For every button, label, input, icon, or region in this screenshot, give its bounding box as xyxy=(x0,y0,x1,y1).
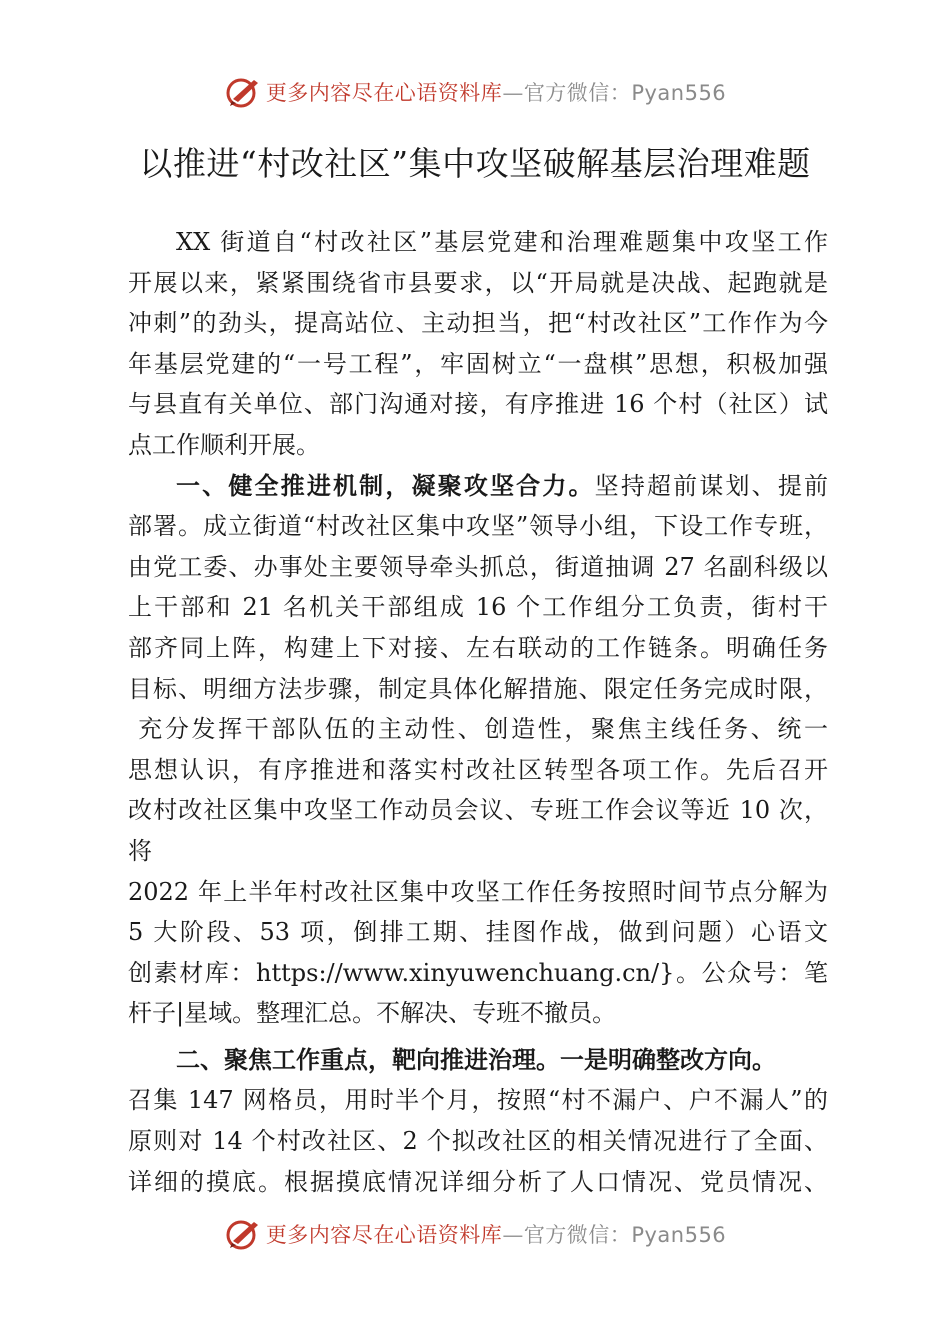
document-body xyxy=(128,222,828,1202)
text-line: 一、健全推进机制，凝聚攻坚合力。坚持超前谋划、提前 xyxy=(176,471,829,500)
text-line: 创素材库：https://www.xinyuwenchuang.cn/}。公众号：笔 xyxy=(128,958,828,987)
text-line: 原则对 14 个村改社区、2 个拟改社区的相关情况进行了全面、 xyxy=(128,1127,828,1156)
document-title: 以推进“村改社区”集中攻坚破解基层治理难题 xyxy=(139,144,811,183)
paragraph-intro xyxy=(128,222,828,466)
paragraph-section-one xyxy=(128,466,828,1034)
text-line: 开展以来，紧紧围绕省市县要求，以“开局就是决战、起跑就是 xyxy=(128,268,828,297)
text-line: 5 大阶段、53 项，倒排工期、挂图作战，做到问题）心语文 xyxy=(128,918,828,947)
pen-logo-icon xyxy=(224,1216,264,1252)
text-line: 思想认识，有序推进和落实村改社区转型各项工作。先后召开 xyxy=(128,755,828,784)
text-line: 年基层党建的“一号工程”，牢固树立“一盘棋”思想，积极加强 xyxy=(128,349,828,378)
text-line: 上干部和 21 名机关干部组成 16 个工作组分工负责，街村干 xyxy=(128,593,828,622)
section-heading: 一、健全推进机制，凝聚攻坚合力。 xyxy=(176,471,595,500)
banner-text: 更多内容尽在心语资料库—官方微信：Pyan556 xyxy=(265,1223,727,1247)
pen-logo-icon xyxy=(224,74,264,110)
text-line: 将 xyxy=(128,836,152,865)
header-banner xyxy=(0,72,950,112)
text-line: 杆子|星域。整理汇总。不解决、专班不撤员。 xyxy=(128,999,617,1028)
sub-heading: 一是明确整改方向。 xyxy=(560,1045,776,1074)
text-line: 点工作顺利开展。 xyxy=(128,430,320,459)
banner-text: 更多内容尽在心语资料库—官方微信：Pyan556 xyxy=(265,81,727,105)
text-line: 改村改社区集中攻坚工作动员会议、专班工作会议等近 10 次， xyxy=(128,796,828,825)
text-line: 部齐同上阵，构建上下对接、左右联动的工作链条。明确任务 xyxy=(128,633,828,662)
text-line: 部署。成立街道“村改社区集中攻坚”领导小组，下设工作专班， xyxy=(128,512,828,541)
text-line: 冲刺”的劲头，提高站位、主动担当，把“村改社区”工作作为今 xyxy=(128,309,828,338)
text-line: 目标、明细方法步骤，制定具体化解措施、限定任务完成时限， xyxy=(128,674,828,703)
section-heading: 二、聚焦工作重点，靶向推进治理。 xyxy=(176,1045,560,1074)
footer-banner xyxy=(0,1214,950,1254)
text-line: 召集 147 网格员，用时半个月，按照“村不漏户、户不漏人”的 xyxy=(128,1086,828,1115)
text-line: 详细的摸底。根据摸底情况详细分析了人口情况、党员情况、 xyxy=(128,1167,828,1196)
paragraph-section-two xyxy=(128,1040,828,1202)
text-line: 2022 年上半年村改社区集中攻坚工作任务按照时间节点分解为 xyxy=(128,877,828,906)
text-line: 由党工委、办事处主要领导牵头抓总，街道抽调 27 名副科级以 xyxy=(128,552,828,581)
text-line: 充分发挥干部队伍的主动性、创造性，聚焦主线任务、统一 xyxy=(128,715,828,744)
text-line: XX 街道自“村改社区”基层党建和治理难题集中攻坚工作 xyxy=(176,228,828,256)
text-line xyxy=(128,1040,828,1081)
text-line: 与县直有关单位、部门沟通对接，有序推进 16 个村（社区）试 xyxy=(128,390,828,419)
